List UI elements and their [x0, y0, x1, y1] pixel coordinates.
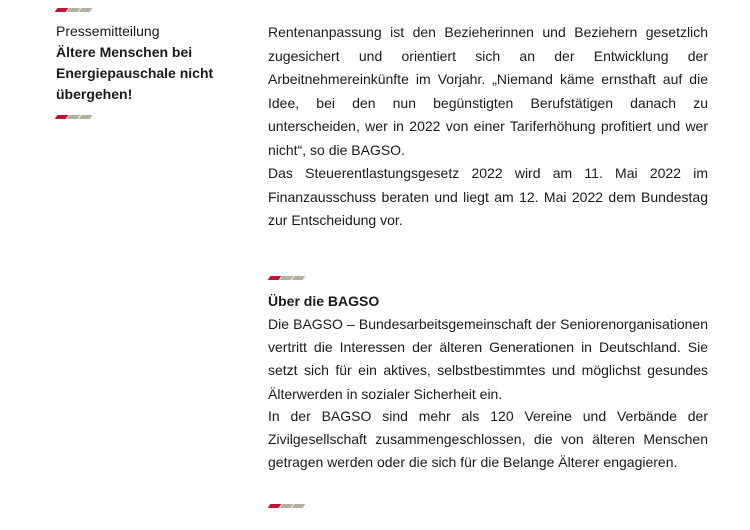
sidebar-bottom-divider [55, 115, 89, 120]
sidebar-top-divider [55, 8, 89, 13]
sidebar [56, 21, 236, 105]
press-release-title: Ältere Menschen bei Energiepauschale nicht übergehen! [56, 44, 214, 102]
divider-bar-gray [292, 276, 306, 280]
about-top-divider [268, 276, 302, 281]
about-paragraph: In der BAGSO sind mehr als 120 Vereine und Verbände der Zivilgesellschaft zusammengeschlossen, die von älteren Menschen getragen werden oder die sich für die Belange Älterer engagieren. [268, 408, 708, 471]
document-type-label: Pressemitteilung [56, 23, 160, 39]
body-paragraph: Rentenanpassung ist den Bezieherinnen und Beziehern gesetzlich zugesichert und orientiert sich an der Entwicklung der Arbeitnehmereinkünfte im Vorjahr. „Niemand käme ernsthaft auf die Idee, bei den nun begünstigten Berufstätigen danach zu unterscheiden, wer in 2022 von einer Tariferhöhung profitiert und wer nicht“, so die BAGSO. [268, 24, 708, 158]
body-paragraph: Das Steuerentlastungsgesetz 2022 wird am 11. Mai 2022 im Finanzausschuss beraten und liegt am 12. Mai 2022 dem Bundestag zur Entscheidung vor. [268, 165, 708, 228]
divider-bar-gray [79, 8, 93, 12]
divider-bar-gray [292, 504, 306, 508]
about-bottom-divider [268, 504, 302, 509]
about-heading: Über die BAGSO [268, 293, 380, 309]
divider-bar-gray [79, 115, 93, 119]
about-paragraph: Die BAGSO – Bundesarbeitsgemeinschaft der Seniorenorganisationen vertritt die Interessen der älteren Generationen in Deutschland. Sie setzt sich für ein aktives, selbstbestimmtes und möglichst gesundes Älterwerden in sozialer Sicherheit ein. [268, 316, 708, 402]
